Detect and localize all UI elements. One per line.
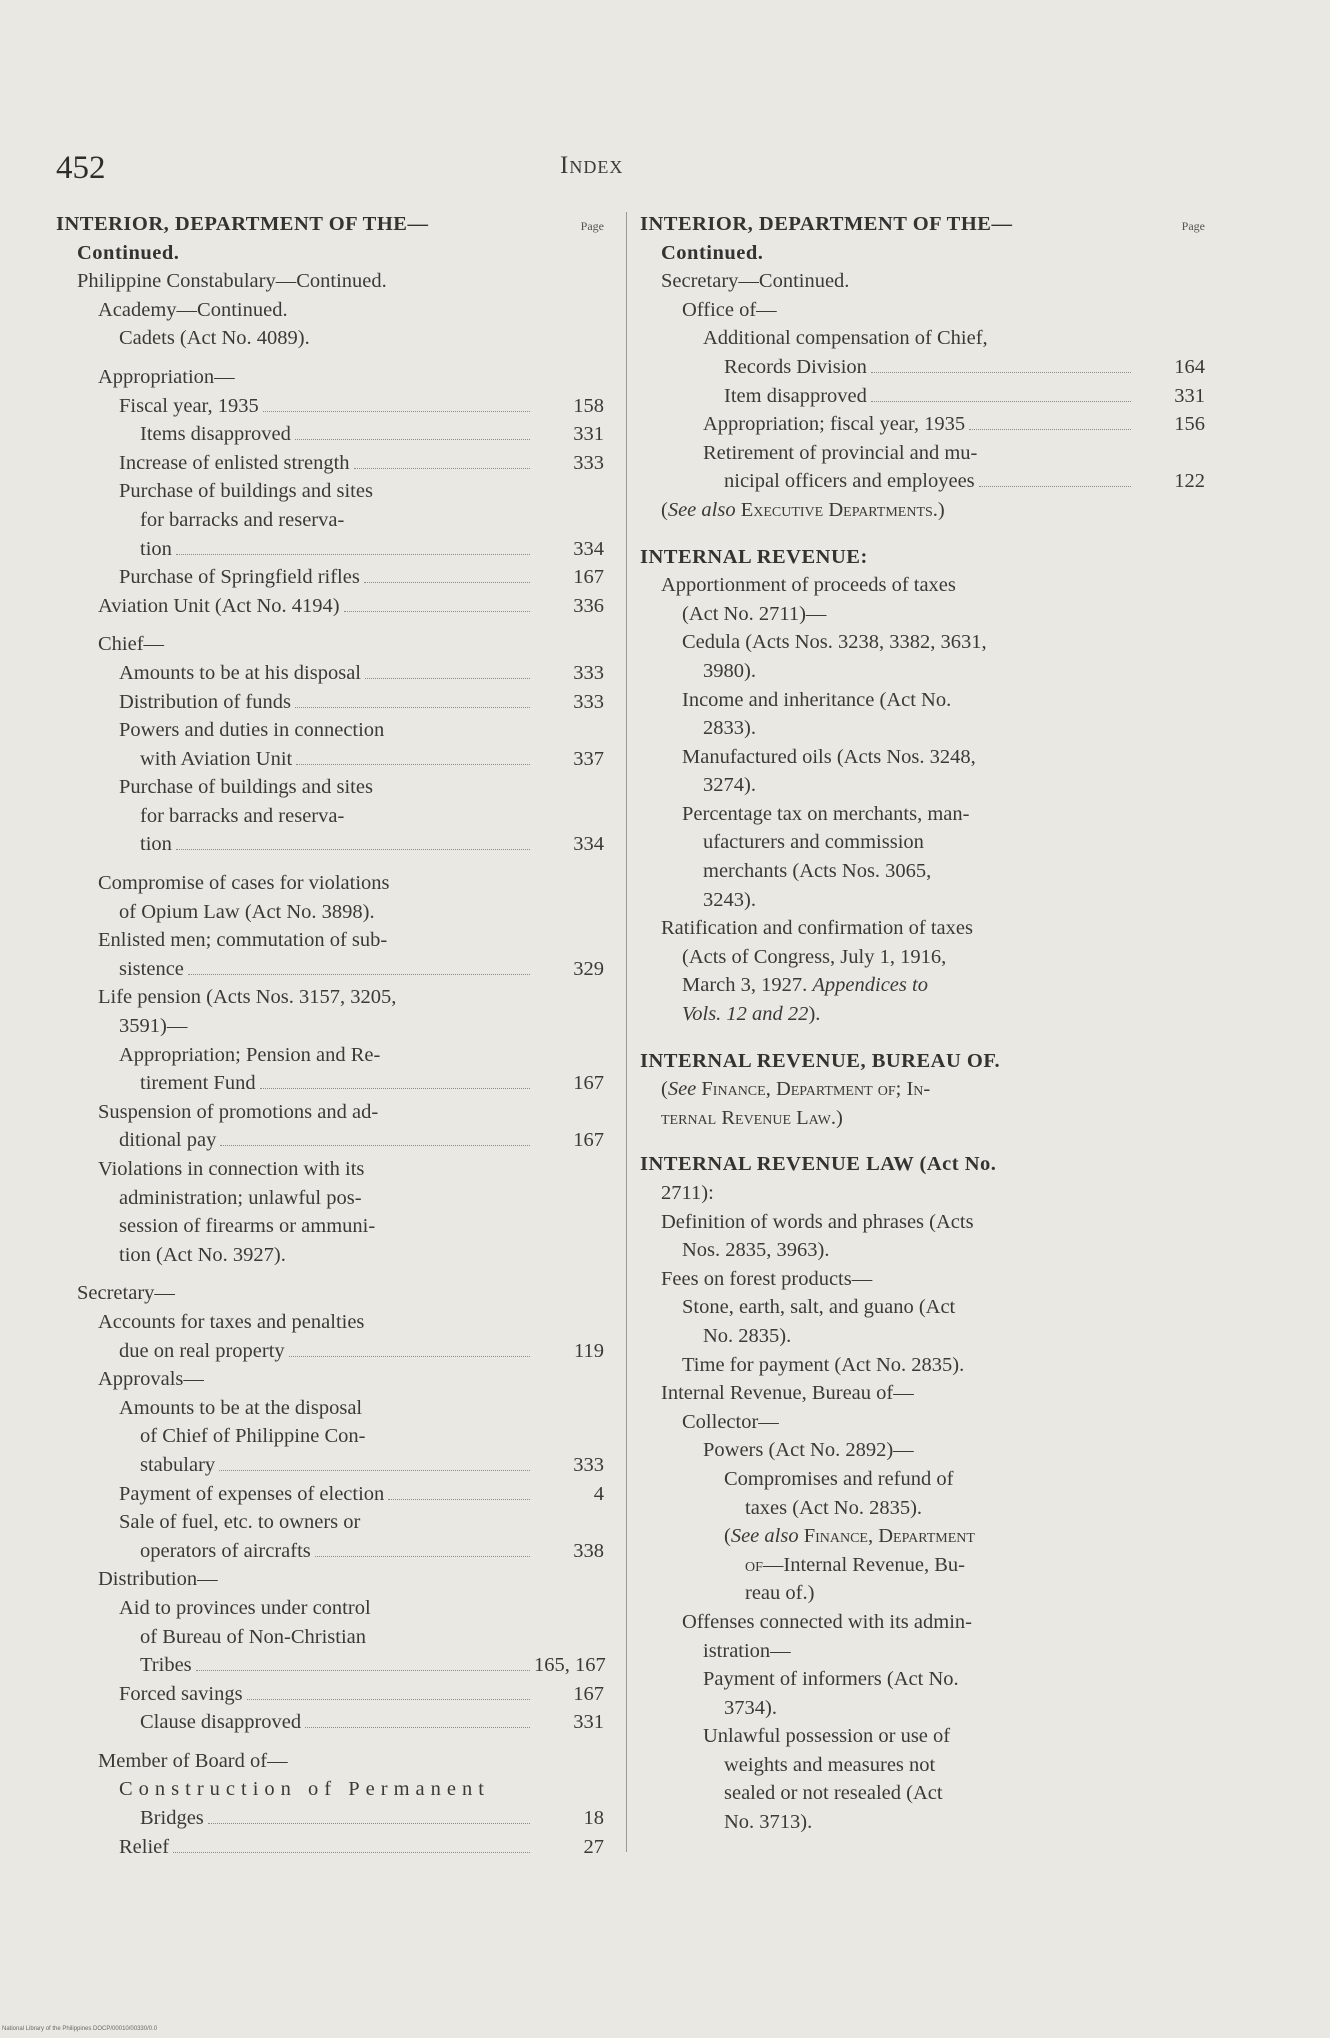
entry-text: Forced savings	[119, 1682, 243, 1705]
index-entry-line	[640, 1000, 1205, 1029]
index-entry-line	[56, 1623, 604, 1652]
dot-leader	[220, 1145, 530, 1146]
entry-text: (See also Executive Departments.)	[661, 498, 945, 521]
index-entry-line	[56, 1565, 604, 1594]
entry-text: Distribution of funds	[119, 690, 291, 713]
entry-text: Distribution—	[98, 1568, 218, 1591]
entry-text: of—Internal Revenue, Bu-	[745, 1553, 965, 1576]
entry-text: ditional pay	[119, 1129, 217, 1152]
entry-text: for barracks and reserva-	[140, 804, 345, 827]
index-entry-line	[640, 857, 1205, 886]
entry-text: of Chief of Philippine Con-	[140, 1425, 366, 1448]
entry-text: Academy—Continued.	[98, 298, 288, 321]
entry-text: Appropriation; Pension and Re-	[119, 1043, 381, 1066]
entry-text: tion	[140, 833, 172, 856]
entry-text: Powers and duties in connection	[119, 719, 385, 742]
page-reference: 331	[573, 1711, 604, 1734]
dot-leader	[295, 439, 530, 440]
index-entry-line	[640, 628, 1205, 657]
entry-text: istration—	[703, 1639, 791, 1662]
entry-text: (Act No. 2711)—	[682, 602, 827, 625]
entry-text: Suspension of promotions and ad-	[98, 1100, 379, 1123]
entry-text: Chief—	[98, 633, 165, 656]
entry-text: 2711):	[661, 1182, 714, 1204]
index-entry-line	[56, 716, 604, 745]
dot-leader	[364, 582, 530, 583]
index-entry-line	[640, 1751, 1205, 1780]
index-entry-line	[640, 1551, 1205, 1580]
entry-text: (See Finance, Department of; In-	[661, 1078, 931, 1101]
column-divider	[626, 212, 627, 1852]
index-entry-line	[56, 420, 604, 449]
page-column-label: Page	[580, 219, 604, 233]
index-entry-line	[640, 324, 1205, 353]
entry-text: 3591)—	[119, 1015, 188, 1038]
dot-leader	[979, 486, 1131, 487]
index-entry-line	[56, 802, 604, 831]
entry-text: Vols. 12 and 22).	[682, 1003, 821, 1026]
index-heading-line	[56, 239, 604, 268]
index-entry-line	[640, 600, 1205, 629]
page-reference: 4	[593, 1482, 604, 1505]
entry-text: sealed or not resealed (Act	[724, 1782, 943, 1805]
page-reference: 333	[573, 451, 604, 474]
entry-text: Continued.	[661, 241, 764, 264]
dot-leader	[871, 401, 1131, 402]
index-heading-line	[640, 1047, 1205, 1076]
index-heading-line	[640, 210, 1205, 239]
dot-leader	[289, 1356, 530, 1357]
index-entry-line	[56, 592, 604, 621]
dot-leader	[176, 554, 530, 555]
index-heading-line	[640, 1150, 1205, 1179]
entry-text: INTERNAL REVENUE LAW (Act No.	[640, 1153, 997, 1176]
entry-text: Cadets (Act No. 4089).	[119, 327, 310, 350]
entry-text: Fiscal year, 1935	[119, 394, 259, 417]
entry-text: of Bureau of Non-Christian	[140, 1625, 367, 1648]
index-entry-line	[640, 1808, 1205, 1837]
page-column-label: Page	[1181, 219, 1205, 233]
index-entry-line	[56, 1279, 604, 1308]
entry-text: No. 2835).	[703, 1324, 792, 1347]
entry-text: of Opium Law (Act No. 3898).	[119, 900, 375, 923]
entry-spacer	[640, 525, 1205, 543]
index-entry-line	[56, 830, 604, 859]
entry-text: Items disapproved	[140, 423, 291, 446]
index-entry-line	[640, 1436, 1205, 1465]
entry-text: due on real property	[119, 1339, 285, 1362]
entry-text: Aid to provinces under control	[119, 1596, 371, 1619]
page-reference: 334	[573, 833, 604, 856]
page-reference: 122	[1174, 470, 1205, 493]
index-entry-line	[56, 267, 604, 296]
page-reference: 329	[573, 957, 604, 980]
entry-text: Life pension (Acts Nos. 3157, 3205,	[98, 986, 397, 1009]
index-entry-line	[640, 267, 1205, 296]
entry-text: Records Division	[724, 355, 867, 378]
scan-credit: National Library of the Philippines DOCP/00010/00330/0.0	[2, 2026, 158, 2032]
index-entry-line	[56, 392, 604, 421]
index-entry-line	[56, 506, 604, 535]
index-entry-line	[56, 1241, 604, 1270]
dot-leader	[219, 1470, 530, 1471]
entry-text: Time for payment (Act No. 2835).	[682, 1353, 965, 1376]
entry-text: Aviation Unit (Act No. 4194)	[98, 594, 340, 617]
dot-leader	[260, 1088, 530, 1089]
page-reference: 167	[573, 566, 604, 589]
index-entry-line	[640, 800, 1205, 829]
entry-spacer	[56, 620, 604, 630]
index-entry-line	[640, 382, 1205, 411]
entry-text: taxes (Act No. 2835).	[745, 1496, 923, 1519]
index-entry-line	[56, 363, 604, 392]
entry-text: Increase of enlisted strength	[119, 451, 350, 474]
index-entry-line	[56, 926, 604, 955]
index-entry-line	[640, 657, 1205, 686]
dot-leader	[295, 707, 530, 708]
page-reference: 338	[573, 1539, 604, 1562]
entry-text: Bridges	[140, 1807, 204, 1830]
index-entry-line	[640, 1665, 1205, 1694]
entry-text: Accounts for taxes and penalties	[98, 1310, 365, 1333]
entry-text: Sale of fuel, etc. to owners or	[119, 1511, 361, 1534]
index-entry-line	[640, 1465, 1205, 1494]
index-entry-line	[640, 714, 1205, 743]
index-entry-line	[56, 296, 604, 325]
index-entry-line	[640, 467, 1205, 496]
entry-text: 3734).	[724, 1696, 777, 1719]
index-heading-line	[56, 210, 604, 239]
entry-text: Payment of informers (Act No.	[703, 1668, 959, 1691]
entry-text: March 3, 1927. Appendices to	[682, 974, 928, 997]
index-entry-line	[56, 630, 604, 659]
entry-text: Philippine Constabulary—Continued.	[77, 270, 387, 293]
dot-leader	[188, 974, 530, 975]
index-entry-line	[640, 1779, 1205, 1808]
index-entry-line	[56, 1537, 604, 1566]
index-entry-line	[640, 1722, 1205, 1751]
index-entry-line	[56, 477, 604, 506]
entry-text: sistence	[119, 957, 184, 980]
index-heading-line	[640, 239, 1205, 268]
index-entry-line	[640, 828, 1205, 857]
index-entry-line	[56, 983, 604, 1012]
entry-text: 3274).	[703, 774, 756, 797]
entry-text: Secretary—	[77, 1282, 175, 1305]
entry-text: Continued.	[77, 241, 180, 264]
entry-spacer	[56, 353, 604, 363]
entry-text: INTERNAL REVENUE, BUREAU OF.	[640, 1049, 1001, 1072]
entry-text: Income and inheritance (Act No.	[682, 688, 952, 711]
index-entry-line	[640, 1236, 1205, 1265]
index-entry-line	[56, 1508, 604, 1537]
entry-text: Stone, earth, salt, and guano (Act	[682, 1296, 956, 1319]
entry-text: Fees on forest products—	[661, 1267, 873, 1290]
index-entry-line	[640, 1293, 1205, 1322]
index-entry-line	[56, 1012, 604, 1041]
index-entry-line	[56, 1594, 604, 1623]
page-number: 452	[56, 150, 106, 186]
entry-text: Amounts to be at his disposal	[119, 661, 362, 684]
index-entry-line	[56, 1126, 604, 1155]
index-entry-line	[56, 1451, 604, 1480]
index-entry-line	[640, 1408, 1205, 1437]
entry-text: INTERNAL REVENUE:	[640, 545, 868, 568]
dot-leader	[196, 1670, 530, 1671]
index-entry-line	[56, 1308, 604, 1337]
index-entry-line	[640, 1379, 1205, 1408]
dot-leader	[354, 468, 530, 469]
entry-text: Powers (Act No. 2892)—	[703, 1439, 914, 1462]
dot-leader	[969, 429, 1131, 430]
dot-leader	[173, 1852, 530, 1853]
entry-text: INTERIOR, DEPARTMENT OF THE—	[56, 213, 429, 235]
running-head: Index	[560, 152, 624, 179]
entry-text: for barracks and reserva-	[140, 508, 345, 531]
entry-text: Retirement of provincial and mu-	[703, 441, 978, 464]
entry-text: ternal Revenue Law.)	[661, 1106, 843, 1129]
dot-leader	[388, 1499, 530, 1500]
entry-spacer	[640, 1132, 1205, 1150]
index-entry-line	[56, 898, 604, 927]
index-column-right	[640, 210, 1205, 1837]
index-entry-line	[640, 686, 1205, 715]
entry-spacer	[56, 1737, 604, 1747]
entry-text: Manufactured oils (Acts Nos. 3248,	[682, 745, 976, 768]
index-entry-line	[56, 1155, 604, 1184]
dot-leader	[344, 611, 530, 612]
entry-text: tion (Act No. 3927).	[119, 1243, 286, 1266]
dot-leader	[871, 372, 1131, 373]
dot-leader	[365, 678, 530, 679]
index-entry-line	[56, 688, 604, 717]
entry-text: nicipal officers and employees	[724, 470, 975, 493]
index-entry-line	[56, 1833, 604, 1862]
index-entry-line	[640, 1694, 1205, 1723]
index-entry-line	[56, 1394, 604, 1423]
index-entry-line	[640, 496, 1205, 525]
dot-leader	[247, 1699, 530, 1700]
page-reference: 27	[583, 1835, 604, 1858]
entry-text: Member of Board of—	[98, 1749, 288, 1772]
entry-text: Appropriation; fiscal year, 1935	[703, 413, 966, 436]
index-entry-line	[56, 1337, 604, 1366]
entry-text: Tribes	[140, 1654, 192, 1677]
index-entry-line	[640, 1322, 1205, 1351]
entry-text: Relief	[119, 1835, 170, 1858]
index-entry-line	[56, 1775, 604, 1804]
page-reference: 167	[573, 1072, 604, 1095]
dot-leader	[208, 1823, 530, 1824]
index-entry-line	[56, 1680, 604, 1709]
index-entry-line	[56, 773, 604, 802]
page-reference: 119	[574, 1339, 604, 1362]
page-reference: 156	[1174, 413, 1205, 436]
entry-spacer	[56, 859, 604, 869]
entry-text: session of firearms or ammuni-	[119, 1215, 376, 1238]
index-entry-line	[640, 1608, 1205, 1637]
index-entry-line	[640, 1208, 1205, 1237]
index-entry-line	[640, 571, 1205, 600]
entry-text: Construction of Permanent	[119, 1778, 490, 1801]
index-entry-line	[640, 1637, 1205, 1666]
index-entry-line	[640, 1522, 1205, 1551]
dot-leader	[296, 764, 530, 765]
index-entry-line	[640, 1179, 1205, 1208]
entry-text: (See also Finance, Department	[724, 1525, 975, 1548]
index-entry-line	[640, 743, 1205, 772]
index-entry-line	[56, 1212, 604, 1241]
entry-text: Additional compensation of Chief,	[703, 327, 988, 350]
page-reference: 331	[1174, 384, 1205, 407]
index-column-left	[56, 210, 604, 1861]
entry-text: Purchase of buildings and sites	[119, 480, 373, 503]
index-entry-line	[56, 869, 604, 898]
page-reference: 165, 167	[534, 1654, 606, 1677]
entry-text: Enlisted men; commutation of sub-	[98, 929, 388, 952]
index-entry-line	[56, 324, 604, 353]
index-entry-line	[56, 1480, 604, 1509]
page-reference: 158	[573, 394, 604, 417]
dot-leader	[315, 1556, 530, 1557]
entry-text: Unlawful possession or use of	[703, 1725, 951, 1748]
index-entry-line	[56, 1747, 604, 1776]
entry-text: Payment of expenses of election	[119, 1482, 385, 1505]
entry-text: tirement Fund	[140, 1072, 256, 1095]
entry-text: Nos. 2835, 3963).	[682, 1239, 830, 1262]
index-entry-line	[640, 296, 1205, 325]
dot-leader	[305, 1727, 530, 1728]
index-heading-line	[640, 543, 1205, 572]
page-reference: 164	[1174, 355, 1205, 378]
page-reference: 334	[573, 537, 604, 560]
entry-text: Purchase of Springfield rifles	[119, 566, 360, 589]
page-reference: 333	[573, 1453, 604, 1476]
page-reference: 167	[573, 1129, 604, 1152]
index-entry-line	[640, 1104, 1205, 1133]
entry-text: 2833).	[703, 717, 756, 740]
entry-text: Ratification and confirmation of taxes	[661, 917, 973, 940]
page-reference: 336	[573, 594, 604, 617]
index-entry-line	[640, 1494, 1205, 1523]
entry-text: Offenses connected with its admin-	[682, 1610, 972, 1633]
entry-text: Compromise of cases for violations	[98, 872, 390, 895]
index-entry-line	[640, 1265, 1205, 1294]
entry-text: (Acts of Congress, July 1, 1916,	[682, 945, 947, 968]
index-entry-line	[640, 914, 1205, 943]
index-entry-line	[56, 955, 604, 984]
index-entry-line	[56, 1422, 604, 1451]
entry-text: weights and measures not	[724, 1753, 936, 1776]
page-reference: 333	[573, 690, 604, 713]
index-entry-line	[640, 886, 1205, 915]
page-reference: 167	[573, 1682, 604, 1705]
entry-text: merchants (Acts Nos. 3065,	[703, 860, 932, 883]
index-entry-line	[56, 659, 604, 688]
index-entry-line	[640, 943, 1205, 972]
entry-text: Secretary—Continued.	[661, 270, 850, 293]
index-entry-line	[640, 353, 1205, 382]
dot-leader	[263, 411, 530, 412]
index-entry-line	[56, 1365, 604, 1394]
index-entry-line	[640, 1075, 1205, 1104]
entry-text: Definition of words and phrases (Acts	[661, 1210, 974, 1233]
index-entry-line	[640, 1351, 1205, 1380]
entry-text: administration; unlawful pos-	[119, 1186, 362, 1209]
entry-spacer	[56, 1269, 604, 1279]
entry-text: operators of aircrafts	[140, 1539, 311, 1562]
entry-text: Amounts to be at the disposal	[119, 1396, 363, 1419]
entry-text: reau of.)	[745, 1582, 815, 1605]
entry-text: 3243).	[703, 888, 756, 911]
index-entry-line	[56, 1708, 604, 1737]
entry-text: Office of—	[682, 298, 777, 321]
index-entry-line	[640, 771, 1205, 800]
page-reference: 18	[583, 1807, 604, 1830]
entry-text: Violations in connection with its	[98, 1158, 365, 1180]
entry-text: Internal Revenue, Bureau of—	[661, 1382, 914, 1405]
entry-spacer	[640, 1029, 1205, 1047]
index-entry-line	[640, 410, 1205, 439]
entry-text: 3980).	[703, 659, 756, 682]
entry-text: stabulary	[140, 1453, 216, 1476]
index-entry-line	[640, 439, 1205, 468]
index-entry-line	[56, 1804, 604, 1833]
index-entry-line	[56, 745, 604, 774]
index-entry-line	[640, 1579, 1205, 1608]
entry-text: Collector—	[682, 1410, 779, 1433]
entry-text: Percentage tax on merchants, man-	[682, 802, 970, 825]
index-entry-line	[56, 563, 604, 592]
entry-text: Appropriation—	[98, 365, 235, 388]
index-entry-line	[640, 971, 1205, 1000]
index-entry-line	[56, 1184, 604, 1213]
entry-text: INTERIOR, DEPARTMENT OF THE—	[640, 213, 1013, 235]
index-entry-line	[56, 1041, 604, 1070]
entry-text: Compromises and refund of	[724, 1467, 954, 1490]
page-reference: 333	[573, 661, 604, 684]
entry-text: Purchase of buildings and sites	[119, 776, 373, 799]
entry-text: tion	[140, 537, 172, 560]
dot-leader	[176, 849, 530, 850]
index-entry-line	[56, 1069, 604, 1098]
index-entry-line	[56, 449, 604, 478]
index-entry-line	[56, 1651, 604, 1680]
entry-text: Cedula (Acts Nos. 3238, 3382, 3631,	[682, 631, 987, 654]
entry-text: with Aviation Unit	[140, 747, 293, 770]
entry-text: ufacturers and commission	[703, 831, 924, 854]
entry-text: Apportionment of proceeds of taxes	[661, 574, 956, 597]
index-entry-line	[56, 535, 604, 564]
entry-text: Item disapproved	[724, 384, 867, 407]
page-reference: 331	[573, 423, 604, 446]
entry-text: Approvals—	[98, 1368, 204, 1391]
index-entry-line	[56, 1098, 604, 1127]
entry-text: No. 3713).	[724, 1811, 813, 1834]
page-reference: 337	[573, 747, 604, 770]
entry-text: Clause disapproved	[140, 1711, 302, 1734]
